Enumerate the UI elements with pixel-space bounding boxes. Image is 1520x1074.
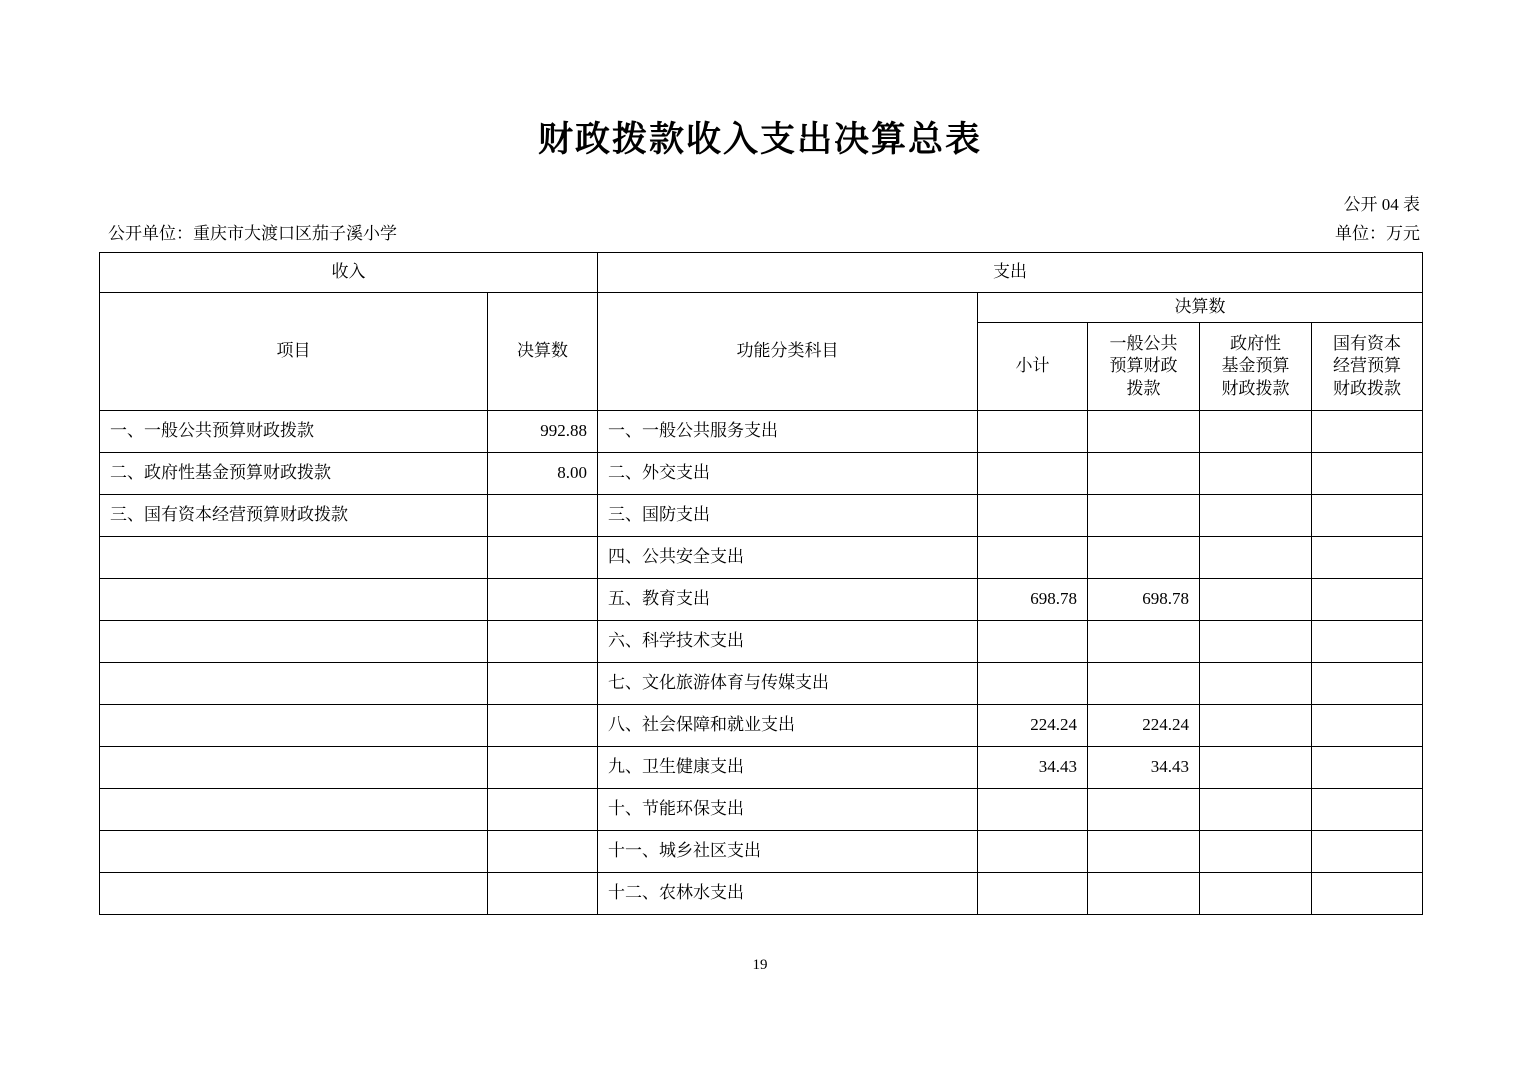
expenditure-statecap xyxy=(1312,663,1423,705)
expenditure-govfund xyxy=(1200,537,1312,579)
expenditure-govfund xyxy=(1200,873,1312,915)
expenditure-govfund xyxy=(1200,831,1312,873)
expenditure-general xyxy=(1088,621,1200,663)
unit-note: 单位：万元 xyxy=(1335,224,1420,243)
expenditure-category-label: 十、节能环保支出 xyxy=(598,789,978,831)
income-item-label xyxy=(100,705,488,747)
table-subheader-row-1 xyxy=(100,293,1423,323)
header-expenditure-category: 功能分类科目 xyxy=(598,293,978,411)
expenditure-statecap xyxy=(1312,789,1423,831)
header-general-line-3: 拨款 xyxy=(1126,378,1161,398)
expenditure-category-label: 四、公共安全支出 xyxy=(598,537,978,579)
income-item-amount: 992.88 xyxy=(488,411,598,453)
expenditure-subtotal xyxy=(978,453,1088,495)
expenditure-general xyxy=(1088,789,1200,831)
income-item-label xyxy=(100,747,488,789)
header-income-item: 项目 xyxy=(100,293,488,411)
expenditure-category-label: 十二、农林水支出 xyxy=(598,873,978,915)
expenditure-statecap xyxy=(1312,537,1423,579)
expenditure-statecap xyxy=(1312,495,1423,537)
table-row xyxy=(100,621,1423,663)
expenditure-general: 698.78 xyxy=(1088,579,1200,621)
expenditure-statecap xyxy=(1312,831,1423,873)
expenditure-general: 34.43 xyxy=(1088,747,1200,789)
table-row xyxy=(100,873,1423,915)
page-number: 19 xyxy=(752,957,768,973)
expenditure-subtotal xyxy=(978,621,1088,663)
header-state-capital-budget xyxy=(1312,323,1423,411)
expenditure-govfund xyxy=(1200,453,1312,495)
expenditure-category-label: 一、一般公共服务支出 xyxy=(598,411,978,453)
table-row xyxy=(100,705,1423,747)
header-income-amount: 决算数 xyxy=(488,293,598,411)
income-item-amount xyxy=(488,705,598,747)
income-item-label xyxy=(100,537,488,579)
form-number: 公开 04 表 xyxy=(1343,195,1420,214)
income-item-amount xyxy=(488,621,598,663)
expenditure-general: 224.24 xyxy=(1088,705,1200,747)
header-govfund-line-2: 基金预算 xyxy=(1221,356,1290,376)
publisher-label: 公开单位：重庆市大渡口区茄子溪小学 xyxy=(108,224,397,243)
expenditure-category-label: 九、卫生健康支出 xyxy=(598,747,978,789)
header-govfund-line-1: 政府性 xyxy=(1230,334,1281,354)
income-item-amount xyxy=(488,873,598,915)
table-row xyxy=(100,495,1423,537)
income-item-label: 二、政府性基金预算财政拨款 xyxy=(100,453,488,495)
header-expenditure-group: 支出 xyxy=(598,253,1423,293)
expenditure-govfund xyxy=(1200,705,1312,747)
expenditure-govfund xyxy=(1200,495,1312,537)
expenditure-general xyxy=(1088,537,1200,579)
table-row xyxy=(100,747,1423,789)
table-row xyxy=(100,579,1423,621)
expenditure-subtotal xyxy=(978,789,1088,831)
income-item-label: 一、一般公共预算财政拨款 xyxy=(100,411,488,453)
expenditure-general xyxy=(1088,495,1200,537)
income-item-amount xyxy=(488,789,598,831)
expenditure-category-label: 十一、城乡社区支出 xyxy=(598,831,978,873)
header-subtotal: 小计 xyxy=(978,323,1088,411)
expenditure-subtotal xyxy=(978,495,1088,537)
income-item-label xyxy=(100,831,488,873)
income-item-amount xyxy=(488,663,598,705)
table-row xyxy=(100,453,1423,495)
header-govfund-line-3: 财政拨款 xyxy=(1221,378,1290,398)
header-general-public-budget xyxy=(1088,323,1200,411)
expenditure-general xyxy=(1088,873,1200,915)
income-item-amount: 8.00 xyxy=(488,453,598,495)
table-row xyxy=(100,411,1423,453)
income-item-amount xyxy=(488,579,598,621)
header-gov-fund-budget xyxy=(1200,323,1312,411)
header-statecap-line-1: 国有资本 xyxy=(1333,334,1401,354)
expenditure-general xyxy=(1088,453,1200,495)
expenditure-govfund xyxy=(1200,789,1312,831)
expenditure-govfund xyxy=(1200,579,1312,621)
expenditure-subtotal xyxy=(978,537,1088,579)
income-item-amount xyxy=(488,747,598,789)
expenditure-category-label: 六、科学技术支出 xyxy=(598,621,978,663)
budget-table xyxy=(99,252,1423,915)
expenditure-statecap xyxy=(1312,705,1423,747)
table-row xyxy=(100,537,1423,579)
expenditure-category-label: 三、国防支出 xyxy=(598,495,978,537)
expenditure-statecap xyxy=(1312,873,1423,915)
expenditure-general xyxy=(1088,663,1200,705)
expenditure-subtotal xyxy=(978,411,1088,453)
header-general-line-2: 预算财政 xyxy=(1109,356,1178,376)
table-group-header-row xyxy=(100,253,1423,293)
expenditure-category-label: 五、教育支出 xyxy=(598,579,978,621)
income-item-label xyxy=(100,621,488,663)
page-title: 财政拨款收入支出决算总表 xyxy=(537,120,982,160)
header-statecap-line-2: 经营预算 xyxy=(1333,356,1401,376)
expenditure-category-label: 二、外交支出 xyxy=(598,453,978,495)
expenditure-subtotal: 698.78 xyxy=(978,579,1088,621)
header-income-group: 收入 xyxy=(100,253,598,293)
expenditure-subtotal xyxy=(978,873,1088,915)
table-row xyxy=(100,663,1423,705)
expenditure-statecap xyxy=(1312,747,1423,789)
expenditure-statecap xyxy=(1312,621,1423,663)
expenditure-statecap xyxy=(1312,411,1423,453)
income-item-amount xyxy=(488,495,598,537)
expenditure-statecap xyxy=(1312,453,1423,495)
expenditure-general xyxy=(1088,411,1200,453)
expenditure-category-label: 八、社会保障和就业支出 xyxy=(598,705,978,747)
expenditure-govfund xyxy=(1200,747,1312,789)
income-item-amount xyxy=(488,831,598,873)
income-item-label xyxy=(100,579,488,621)
expenditure-subtotal xyxy=(978,663,1088,705)
expenditure-govfund xyxy=(1200,411,1312,453)
income-item-label: 三、国有资本经营预算财政拨款 xyxy=(100,495,488,537)
header-general-line-1: 一般公共 xyxy=(1109,334,1178,354)
header-expenditure-amount-group: 决算数 xyxy=(978,293,1423,323)
expenditure-subtotal xyxy=(978,831,1088,873)
expenditure-govfund xyxy=(1200,621,1312,663)
expenditure-general xyxy=(1088,831,1200,873)
table-row xyxy=(100,789,1423,831)
income-item-amount xyxy=(488,537,598,579)
income-item-label xyxy=(100,663,488,705)
table-row xyxy=(100,831,1423,873)
expenditure-subtotal: 34.43 xyxy=(978,747,1088,789)
header-statecap-line-3: 财政拨款 xyxy=(1333,378,1401,398)
expenditure-statecap xyxy=(1312,579,1423,621)
income-item-label xyxy=(100,873,488,915)
expenditure-govfund xyxy=(1200,663,1312,705)
expenditure-category-label: 七、文化旅游体育与传媒支出 xyxy=(598,663,978,705)
expenditure-subtotal: 224.24 xyxy=(978,705,1088,747)
income-item-label xyxy=(100,789,488,831)
